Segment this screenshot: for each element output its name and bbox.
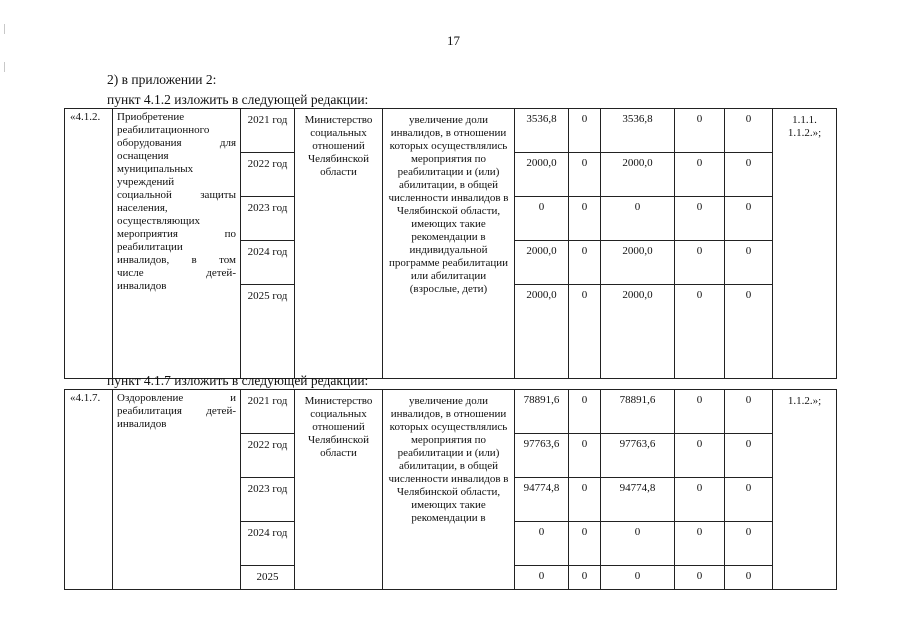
indicator-cell: увеличение доли инвалидов, в отношении которых осуществлялись мероприятия по реабилитации и (или) абилитации, в общей численности инвалидов в Челябинской области, имеющих такие рекомендации в индивидуальной программе реабилитации или абилитации (взрослые, дети) — [383, 109, 515, 379]
funding-total-cell: 97763,6 — [515, 434, 569, 478]
funding-total-cell: 94774,8 — [515, 478, 569, 522]
year-cell: 2021 год — [241, 109, 295, 153]
funding-reg-cell: 97763,6 — [601, 434, 675, 478]
funding-other-cell: 0 — [725, 109, 773, 153]
year-cell: 2025 — [241, 566, 295, 590]
measure-name-line: Приобретение — [117, 111, 185, 123]
year-cell: 2025 год — [241, 285, 295, 379]
year-cell: 2024 год — [241, 241, 295, 285]
funding-loc-cell: 0 — [675, 522, 725, 566]
measure-name-line: муниципальных — [117, 163, 194, 175]
funding-total-cell: 78891,6 — [515, 390, 569, 434]
funding-other-cell: 0 — [725, 522, 773, 566]
year-cell: 2022 год — [241, 153, 295, 197]
indicator-link-cell: 1.1.1. 1.1.2.»; — [773, 109, 837, 379]
funding-loc-cell: 0 — [675, 241, 725, 285]
funding-fed-cell: 0 — [569, 566, 601, 590]
funding-total-cell: 2000,0 — [515, 285, 569, 379]
funding-other-cell: 0 — [725, 241, 773, 285]
year-cell: 2022 год — [241, 434, 295, 478]
measure-name-line: населения, — [117, 202, 168, 214]
year-cell: 2023 год — [241, 197, 295, 241]
funding-fed-cell: 0 — [569, 109, 601, 153]
measure-name — [113, 390, 241, 590]
indicator-link-cell: 1.1.2.»; — [773, 390, 837, 590]
measure-name-line: реабилитация детей- — [117, 405, 236, 417]
measure-name-line: социальной защиты — [117, 189, 236, 201]
funding-loc-cell: 0 — [675, 434, 725, 478]
funding-other-cell: 0 — [725, 153, 773, 197]
executor-cell: Министерство социальных отношений Челябинской области — [295, 109, 383, 379]
funding-fed-cell: 0 — [569, 197, 601, 241]
amendment-intro: 2) в приложении 2: — [107, 72, 217, 87]
funding-loc-cell: 0 — [675, 109, 725, 153]
funding-fed-cell: 0 — [569, 153, 601, 197]
funding-reg-cell: 2000,0 — [601, 241, 675, 285]
measure-name-line: мероприятия по — [117, 228, 236, 240]
table-clause-4-1-2 — [64, 108, 837, 379]
measure-name-line: осуществляющих — [117, 215, 200, 227]
measure-name-line: инвалидов — [117, 280, 167, 292]
funding-reg-cell: 0 — [601, 197, 675, 241]
funding-total-cell: 2000,0 — [515, 241, 569, 285]
measure-name-line: числе детей- — [117, 267, 236, 279]
table-row — [65, 390, 837, 434]
executor-cell: Министерство социальных отношений Челябинской области — [295, 390, 383, 590]
funding-total-cell: 2000,0 — [515, 153, 569, 197]
funding-other-cell: 0 — [725, 434, 773, 478]
year-cell: 2024 год — [241, 522, 295, 566]
funding-loc-cell: 0 — [675, 285, 725, 379]
measure-name — [113, 109, 241, 379]
measure-name-line: реабилитационного — [117, 124, 210, 136]
margin-mark — [4, 62, 5, 72]
measure-number: «4.1.7. — [65, 390, 113, 590]
measure-name-line: оборудования для — [117, 137, 236, 149]
funding-loc-cell: 0 — [675, 478, 725, 522]
year-cell: 2021 год — [241, 390, 295, 434]
measure-name-line: инвалидов — [117, 418, 167, 430]
funding-reg-cell: 0 — [601, 522, 675, 566]
indicator-cell: увеличение доли инвалидов, в отношении которых осуществлялись мероприятия по реабилитации и (или) абилитации, в общей численности инвалидов в Челябинской области, имеющих такие рекомендации в — [383, 390, 515, 590]
funding-loc-cell: 0 — [675, 153, 725, 197]
funding-fed-cell: 0 — [569, 522, 601, 566]
page-number: 17 — [447, 33, 460, 48]
funding-reg-cell: 2000,0 — [601, 285, 675, 379]
funding-other-cell: 0 — [725, 478, 773, 522]
funding-loc-cell: 0 — [675, 197, 725, 241]
funding-other-cell: 0 — [725, 285, 773, 379]
measure-name-line: Оздоровление и — [117, 392, 236, 404]
year-cell: 2023 год — [241, 478, 295, 522]
measure-number: «4.1.2. — [65, 109, 113, 379]
measure-name-line: инвалидов, в том — [117, 254, 236, 266]
funding-fed-cell: 0 — [569, 434, 601, 478]
funding-other-cell: 0 — [725, 390, 773, 434]
funding-total-cell: 0 — [515, 522, 569, 566]
funding-reg-cell: 78891,6 — [601, 390, 675, 434]
funding-other-cell: 0 — [725, 566, 773, 590]
funding-total-cell: 0 — [515, 566, 569, 590]
funding-fed-cell: 0 — [569, 285, 601, 379]
funding-reg-cell: 3536,8 — [601, 109, 675, 153]
measure-name-line: учреждений — [117, 176, 175, 188]
clause-heading-4-1-2: пункт 4.1.2 изложить в следующей редакции: — [107, 92, 369, 107]
funding-total-cell: 0 — [515, 197, 569, 241]
funding-reg-cell: 0 — [601, 566, 675, 590]
funding-reg-cell: 94774,8 — [601, 478, 675, 522]
clause-heading-4-1-7: пункт 4.1.7 изложить в следующей редакции: — [107, 373, 369, 388]
funding-loc-cell: 0 — [675, 390, 725, 434]
measure-name-line: оснащения — [117, 150, 169, 162]
table-row — [65, 109, 837, 153]
funding-fed-cell: 0 — [569, 478, 601, 522]
funding-fed-cell: 0 — [569, 390, 601, 434]
table-clause-4-1-7 — [64, 389, 837, 590]
funding-fed-cell: 0 — [569, 241, 601, 285]
funding-reg-cell: 2000,0 — [601, 153, 675, 197]
funding-loc-cell: 0 — [675, 566, 725, 590]
funding-other-cell: 0 — [725, 197, 773, 241]
measure-name-line: реабилитации — [117, 241, 183, 253]
funding-total-cell: 3536,8 — [515, 109, 569, 153]
margin-mark — [4, 24, 5, 34]
